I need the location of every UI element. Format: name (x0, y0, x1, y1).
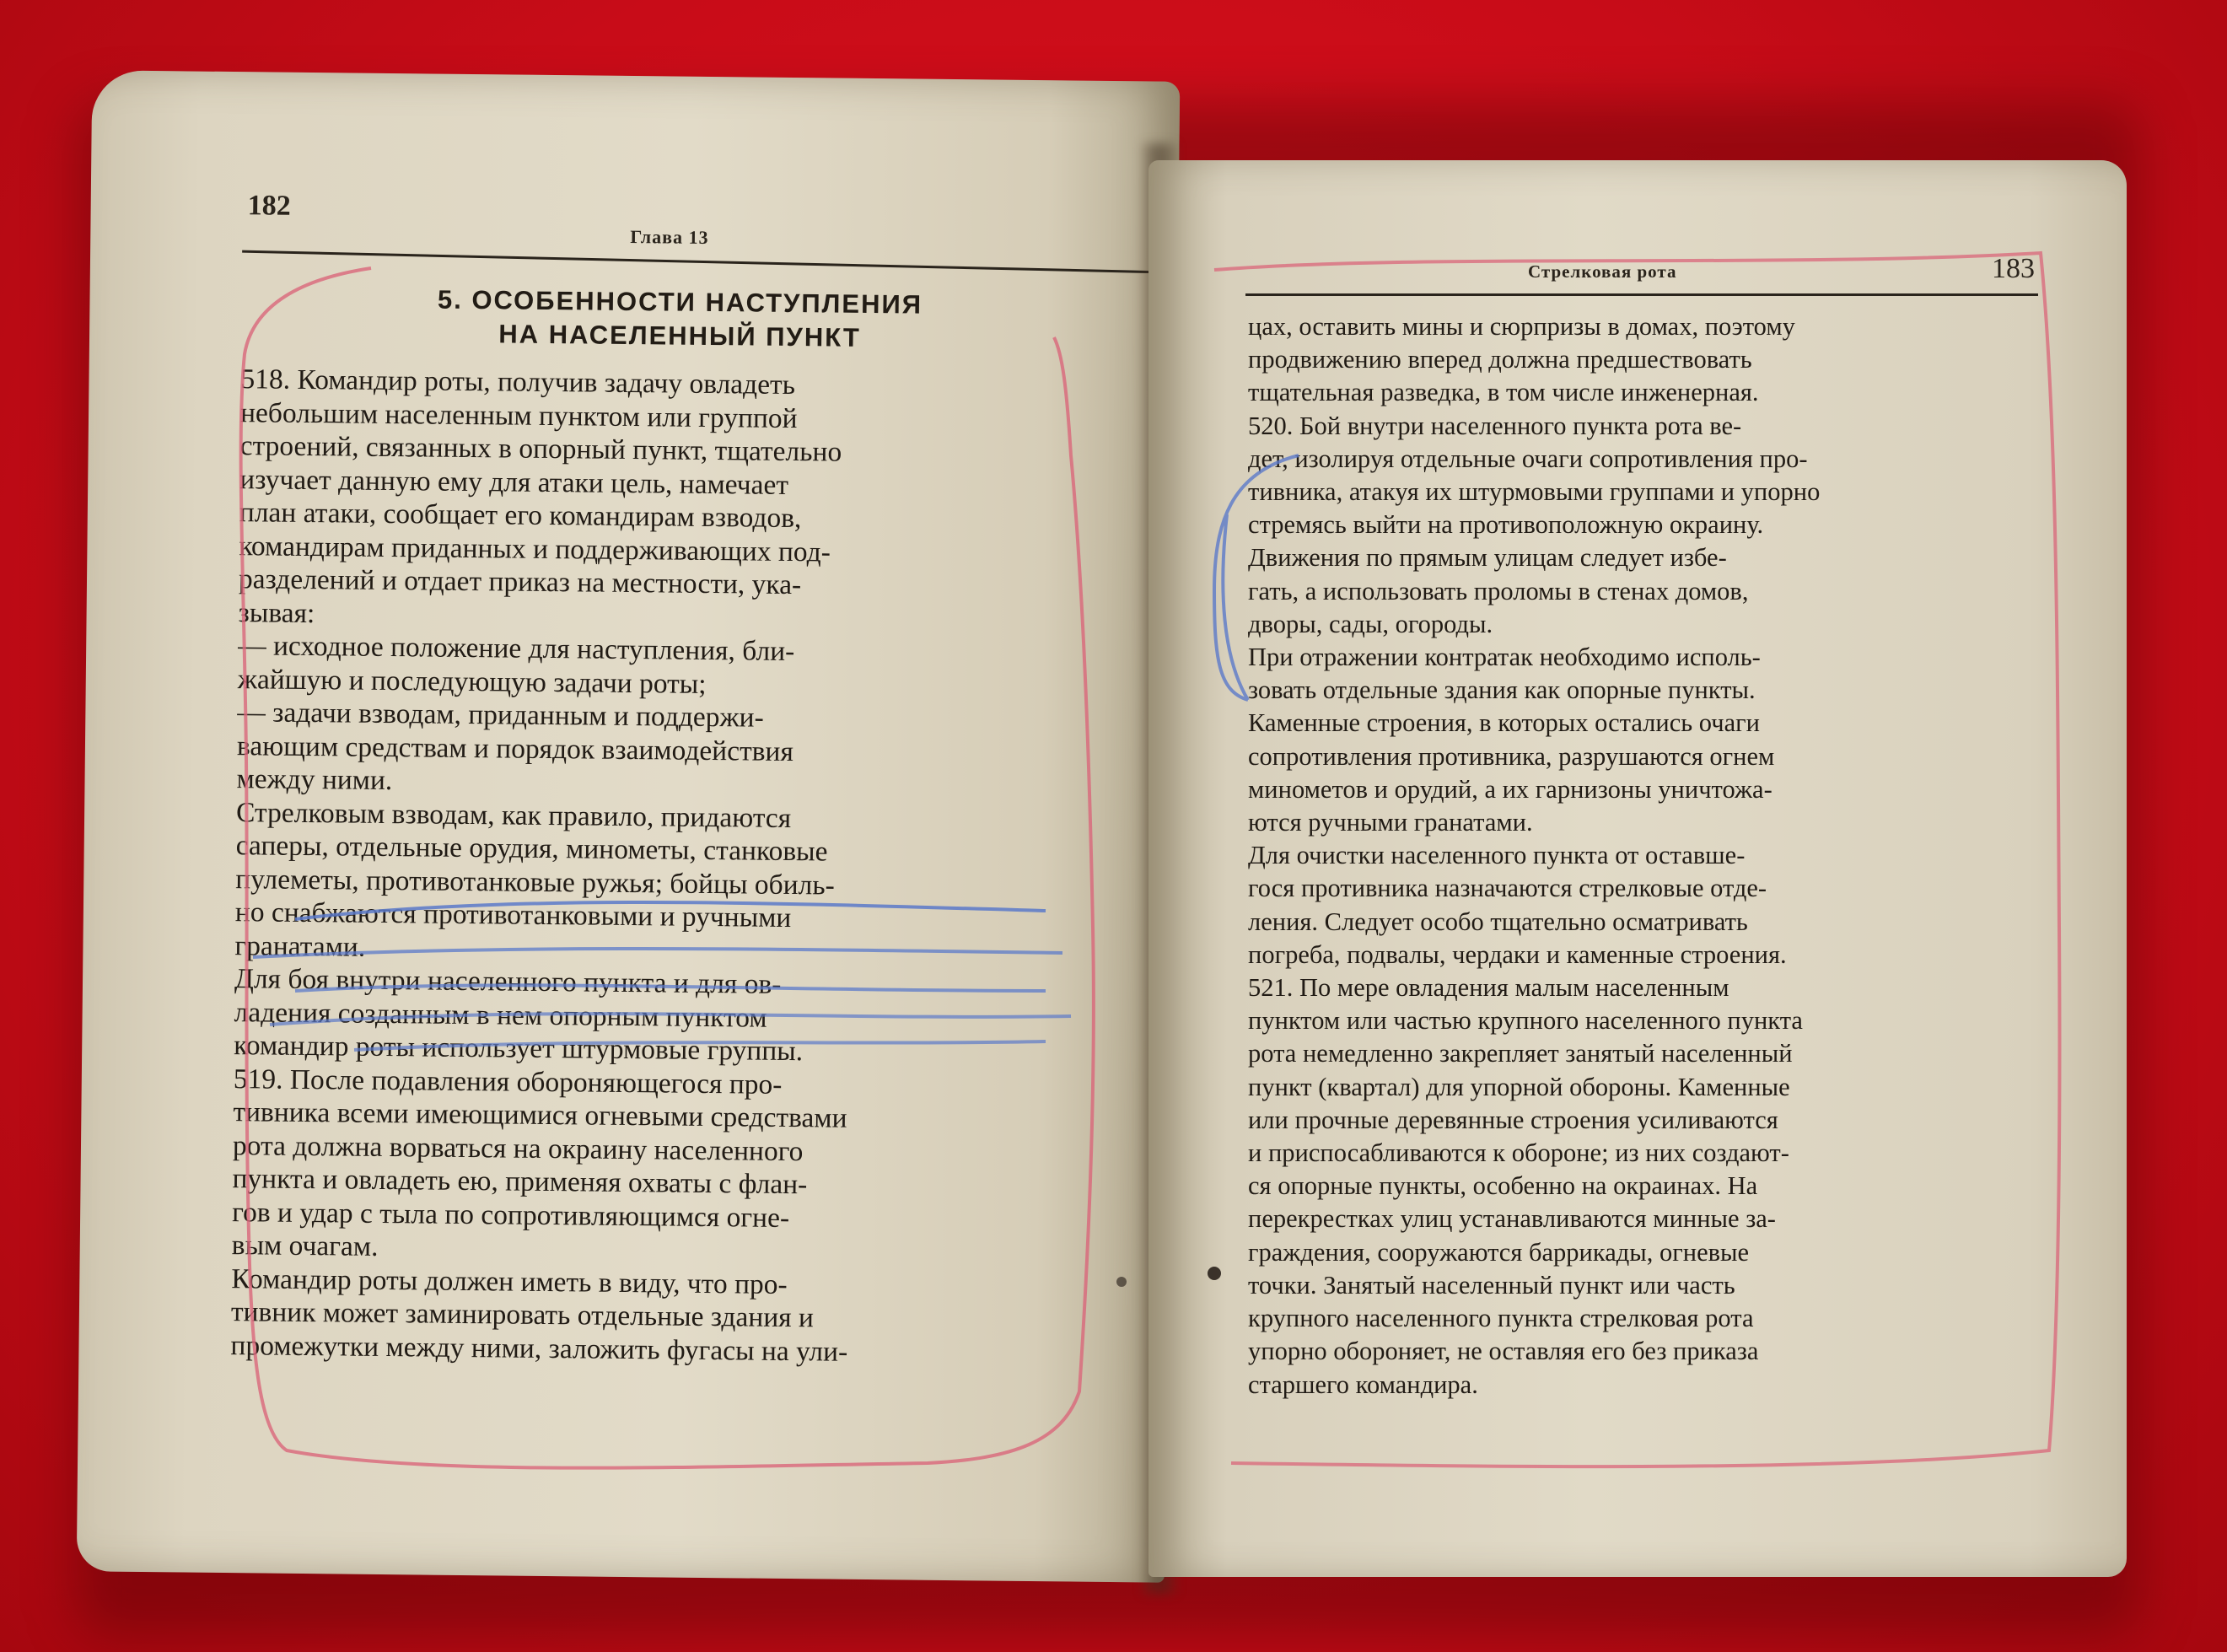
text-line: рота должна ворваться на окраину населенного (232, 1129, 804, 1167)
text-line: пункта и овладеть ею, применяя охваты с флан- (232, 1163, 808, 1201)
text-line: гося противника назначаются стрелковые отде- (1248, 874, 1767, 903)
text-line: 520. Бой внутри населенного пункта рота ве- (1248, 411, 1742, 440)
text-line: упорно обороняет, не оставляя его без приказа (1248, 1337, 1759, 1366)
text-line: но снабжаются противотанковыми и ручными (234, 896, 792, 934)
text-line: Каменные строения, в которых остались очаги (1248, 708, 1760, 738)
text-line: погреба, подвалы, чердаки и каменные строения. (1248, 939, 1787, 969)
right-page (1148, 160, 2127, 1577)
text-line: При отражении контратак необходимо исполь- (1248, 643, 1761, 672)
text-line: вающим средствам и порядок взаимодействия (236, 729, 794, 767)
right-page-body (1248, 310, 2066, 1402)
text-line: рота немедленно закрепляет занятый населенный (1248, 1039, 1793, 1068)
text-line: ления. Следует особо тщательно осматривать (1248, 907, 1748, 936)
text-line: пулеметы, противотанковые ружья; бойцы обиль- (235, 863, 835, 901)
text-line: стремясь выйти на противоположную окраину. (1248, 510, 1764, 540)
text-line: командир роты использует штурмовые группы. (234, 1030, 804, 1068)
text-line: 518. Командир роты, получив задачу овладеть (240, 363, 796, 401)
text-line: пунктом или частью крупного населенного пункта (1248, 1006, 1803, 1036)
text-line: вым очагам. (231, 1230, 379, 1262)
text-line: гать, а использовать проломы в стенах домов, (1248, 576, 1749, 605)
text-line: гов и удар с тыла по сопротивляющимся огне- (231, 1196, 790, 1234)
text-line: пункт (квартал) для упорной обороны. Каменные (1248, 1072, 1790, 1101)
text-line: тивник может заминировать отдельные здания и (230, 1296, 815, 1334)
text-line: крупного населенного пункта стрелковая рота (1248, 1304, 1754, 1333)
text-line: 519. После подавления обороняющегося про- (233, 1063, 783, 1100)
text-line: Для боя внутри населенного пункта и для ов- (234, 963, 782, 1000)
text-line: продвижению вперед должна предшествовать (1248, 345, 1752, 374)
text-line: план атаки, сообщает его командирам взводов, (239, 497, 802, 535)
section-title-line-1: 5. ОСОБЕННОСТИ НАСТУПЛЕНИЯ (437, 284, 923, 320)
text-line: строений, связанных в опорный пункт, тщательно (239, 430, 842, 468)
left-page-body (230, 363, 1176, 1372)
text-line: небольшим населенным пунктом или группой (239, 396, 798, 434)
left-header-rule (242, 250, 1153, 274)
text-line: и приспосабливаются к обороне; из них создают- (1248, 1138, 1789, 1168)
section-title-line-2: НА НАСЕЛЕННЫЙ ПУНКТ (498, 319, 862, 352)
text-line: зовать отдельные здания как опорные пункты. (1248, 675, 1756, 705)
text-line: 521. По мере овладения малым населенным (1248, 973, 1729, 1003)
text-line: перекрестках улиц устанавливаются минные за- (1248, 1204, 1776, 1234)
text-line: ются ручными гранатами. (1248, 808, 1533, 837)
right-page-number: 183 (1992, 253, 2035, 284)
text-line: Стрелковым взводам, как правило, придаются (235, 796, 792, 834)
text-line: точки. Занятый населенный пункт или часть (1248, 1270, 1735, 1300)
right-header-rule (1245, 293, 2038, 296)
text-line: командирам приданных и поддерживающих под- (239, 530, 831, 568)
text-line: саперы, отдельные орудия, минометы, станковые (235, 830, 828, 868)
text-line: — задачи взводам, приданным и поддержи- (237, 697, 764, 734)
text-line: цах, оставить мины и сюрпризы в домах, поэтому (1248, 312, 1795, 341)
text-line: граждения, сооружаются баррикады, огневые (1248, 1237, 1750, 1267)
text-line: — исходное положение для наступления, бли- (238, 630, 795, 668)
text-line: старшего командира. (1248, 1369, 1478, 1399)
text-line: или прочные деревянные строения усиливаются (1248, 1105, 1778, 1134)
text-line: дет, изолируя отдельные очаги сопротивления про- (1248, 444, 1808, 473)
text-line: жайшую и последующую задачи роты; (237, 663, 707, 700)
text-line: сопротивления противника, разрушаются огнем (1248, 741, 1775, 771)
text-line: гранатами. (234, 929, 366, 963)
text-line: минометов и орудий, а их гарнизоны уничтожа- (1248, 774, 1772, 804)
left-page-chapter: Глава 13 (630, 225, 709, 248)
text-line: между ними. (236, 763, 393, 797)
text-line: тивника всеми имеющимися огневыми средствами (233, 1096, 847, 1134)
right-page-running-title: Стрелковая рота (1528, 261, 1677, 282)
text-line: разделений и отдает приказ на местности, ука- (238, 563, 802, 601)
text-line: Движения по прямым улицам следует избе- (1248, 543, 1727, 573)
text-line: тивника, атакуя их штурмовыми группами и упорно (1248, 477, 1821, 507)
text-line: зывая: (238, 596, 315, 629)
left-page-number: 182 (247, 190, 291, 222)
text-line: изучает данную ему для атаки цель, намечает (239, 463, 789, 501)
text-line: промежутки между ними, заложить фугасы на ули- (230, 1329, 848, 1368)
text-line: тщательная разведка, в том числе инженерная. (1248, 378, 1759, 407)
text-line: Для очистки населенного пункта от оставше- (1248, 841, 1746, 870)
text-line: ся опорные пункты, особенно на окраинах. На (1248, 1171, 1758, 1201)
left-page (77, 70, 1181, 1582)
left-section-title (300, 283, 1060, 355)
text-line: Командир роты должен иметь в виду, что про- (231, 1262, 788, 1300)
text-line: ладения созданным в нем опорным пунктом (234, 996, 767, 1034)
text-line: дворы, сады, огороды. (1248, 609, 1493, 638)
